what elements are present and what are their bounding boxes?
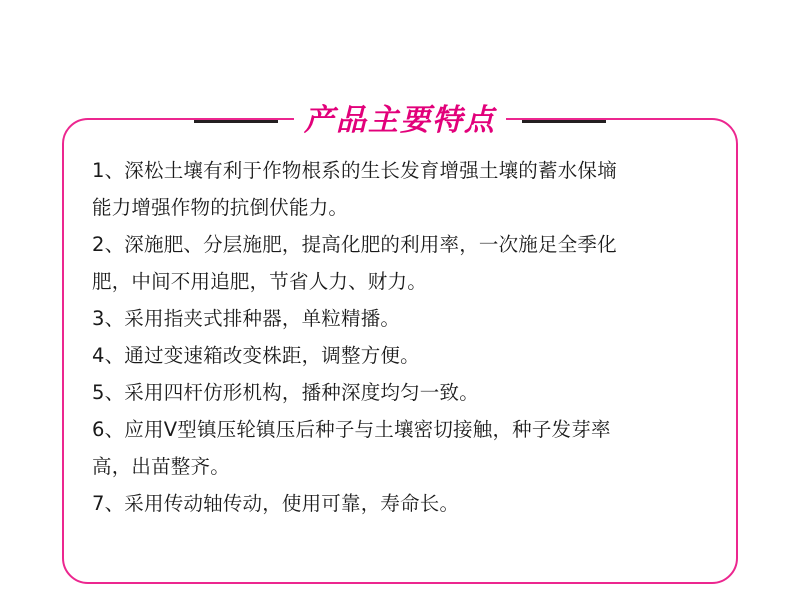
list-item: 1、深松土壤有利于作物根系的生长发育增强土壤的蓄水保墒 [92,159,617,182]
list-item: 肥，中间不用追肥，节省人力、财力。 [92,270,427,293]
feature-list [92,152,722,522]
list-item: 高，出苗整齐。 [92,455,230,478]
list-item: 2、深施肥、分层施肥，提高化肥的利用率，一次施足全季化 [92,233,617,256]
list-item: 5、采用四杆仿形机构，播种深度均匀一致。 [92,381,479,404]
list-item: 4、通过变速箱改变株距，调整方便。 [92,344,420,367]
list-item: 3、采用指夹式排种器，单粒精播。 [92,307,401,330]
list-item: 能力增强作物的抗倒伏能力。 [92,196,349,219]
list-item: 7、采用传动轴传动，使用可靠，寿命长。 [92,492,460,515]
title-rule-left [194,120,278,123]
title-bar [0,94,800,148]
title-rule-right [522,120,606,123]
page-title: 产品主要特点 [294,101,506,141]
list-item: 6、应用V型镇压轮镇压后种子与土壤密切接触，种子发芽率 [92,418,611,441]
